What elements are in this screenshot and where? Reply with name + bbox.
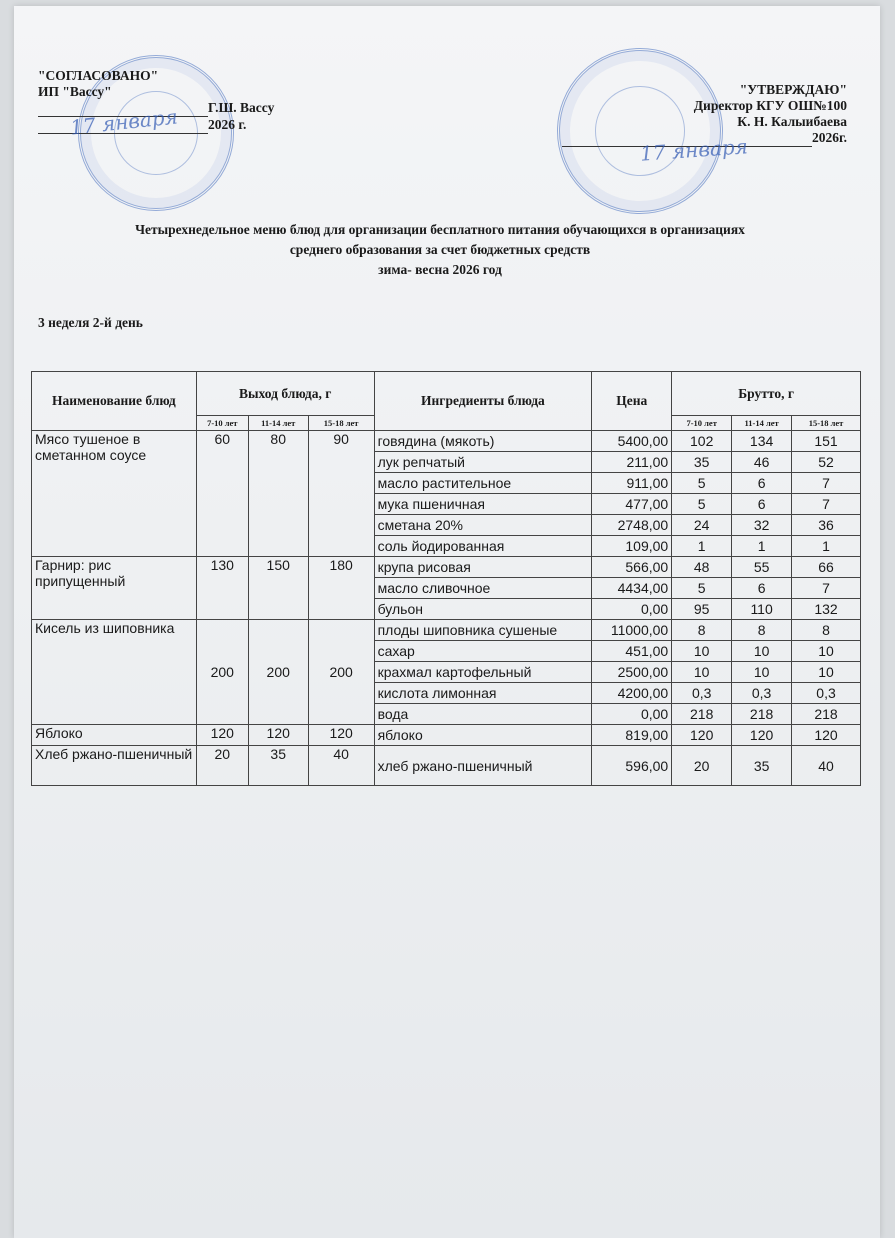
ingredient-price: 596,00 bbox=[592, 746, 672, 786]
ingredient-gross: 46 bbox=[732, 452, 792, 473]
table-row bbox=[32, 620, 861, 641]
dish-yield: 130 bbox=[196, 557, 248, 620]
ingredient-gross: 7 bbox=[792, 494, 861, 515]
ingredient-gross: 10 bbox=[672, 662, 732, 683]
approval-right-heading: "УТВЕРЖДАЮ" bbox=[739, 82, 847, 97]
ingredient-gross: 32 bbox=[732, 515, 792, 536]
dish-yield: 20 bbox=[196, 746, 248, 786]
ingredient-gross: 218 bbox=[732, 704, 792, 725]
table-row bbox=[32, 557, 861, 578]
header-price: Цена bbox=[592, 372, 672, 431]
ingredient-price: 0,00 bbox=[592, 704, 672, 725]
ingredient-name: масло сливочное bbox=[374, 578, 592, 599]
ingredient-gross: 1 bbox=[672, 536, 732, 557]
ingredient-gross: 132 bbox=[792, 599, 861, 620]
ingredient-name: яблоко bbox=[374, 725, 592, 746]
ingredient-price: 2500,00 bbox=[592, 662, 672, 683]
ingredient-gross: 5 bbox=[672, 473, 732, 494]
ingredient-name: бульон bbox=[374, 599, 592, 620]
menu-table-body bbox=[32, 431, 861, 786]
ingredient-name: крахмал картофельный bbox=[374, 662, 592, 683]
ingredient-gross: 7 bbox=[792, 578, 861, 599]
ingredient-gross: 0,3 bbox=[792, 683, 861, 704]
ingredient-gross: 6 bbox=[732, 578, 792, 599]
approval-right-position: Директор КГУ ОШ№100 bbox=[693, 98, 847, 113]
ingredient-gross: 120 bbox=[672, 725, 732, 746]
ingredient-price: 109,00 bbox=[592, 536, 672, 557]
ingredient-price: 11000,00 bbox=[592, 620, 672, 641]
ingredient-name: плоды шиповника сушеные bbox=[374, 620, 592, 641]
ingredient-price: 451,00 bbox=[592, 641, 672, 662]
header-dish: Наименование блюд bbox=[32, 372, 197, 431]
week-day-label: 3 неделя 2-й день bbox=[38, 315, 143, 330]
ingredient-gross: 1 bbox=[792, 536, 861, 557]
approval-left-heading: "СОГЛАСОВАНО" bbox=[38, 68, 159, 83]
ingredient-gross: 24 bbox=[672, 515, 732, 536]
dish-yield: 180 bbox=[308, 557, 374, 620]
dish-name: Хлеб ржано-пшеничный bbox=[32, 746, 197, 786]
table-row bbox=[32, 725, 861, 746]
signature-right: 17 января bbox=[639, 134, 749, 166]
dish-yield: 200 bbox=[196, 620, 248, 725]
ingredient-gross: 1 bbox=[732, 536, 792, 557]
ingredient-gross: 110 bbox=[732, 599, 792, 620]
approval-right-signer: К. Н. Калыибаева bbox=[737, 114, 847, 129]
dish-yield: 120 bbox=[196, 725, 248, 746]
ingredient-price: 911,00 bbox=[592, 473, 672, 494]
dish-yield: 40 bbox=[308, 746, 374, 786]
approval-right-date: 2026г. bbox=[562, 130, 847, 147]
ingredient-gross: 218 bbox=[672, 704, 732, 725]
ingredient-gross: 0,3 bbox=[672, 683, 732, 704]
header-yield-age: 15-18 лет bbox=[308, 416, 374, 431]
ingredient-gross: 6 bbox=[732, 473, 792, 494]
ingredient-name: мука пшеничная bbox=[374, 494, 592, 515]
ingredient-price: 477,00 bbox=[592, 494, 672, 515]
ingredient-gross: 10 bbox=[732, 641, 792, 662]
dish-name: Гарнир: рис припущенный bbox=[32, 557, 197, 620]
ingredient-gross: 40 bbox=[792, 746, 861, 786]
dish-yield: 35 bbox=[248, 746, 308, 786]
dish-name: Мясо тушеное в сметанном соусе bbox=[32, 431, 197, 557]
document-title bbox=[30, 220, 850, 280]
ingredient-gross: 102 bbox=[672, 431, 732, 452]
header-gross-age: 11-14 лет bbox=[732, 416, 792, 431]
ingredient-gross: 20 bbox=[672, 746, 732, 786]
title-line-1: Четырехнедельное меню блюд для организации бесплатного питания обучающихся в организациях bbox=[135, 222, 745, 237]
ingredient-name: сахар bbox=[374, 641, 592, 662]
ingredient-name: хлеб ржано-пшеничный bbox=[374, 746, 592, 786]
ingredient-gross: 120 bbox=[792, 725, 861, 746]
menu-table bbox=[31, 371, 861, 786]
dish-name: Кисель из шиповника bbox=[32, 620, 197, 725]
title-line-3: зима- весна 2026 год bbox=[378, 262, 502, 277]
ingredient-gross: 5 bbox=[672, 578, 732, 599]
ingredient-price: 5400,00 bbox=[592, 431, 672, 452]
signature-left: 17 января bbox=[69, 104, 179, 140]
ingredient-name: кислота лимонная bbox=[374, 683, 592, 704]
ingredient-gross: 10 bbox=[672, 641, 732, 662]
ingredient-gross: 10 bbox=[732, 662, 792, 683]
dish-yield: 80 bbox=[248, 431, 308, 557]
header-gross-age: 15-18 лет bbox=[792, 416, 861, 431]
ingredient-gross: 8 bbox=[792, 620, 861, 641]
header-gross: Брутто, г bbox=[672, 372, 861, 416]
header-ingredients: Ингредиенты блюда bbox=[374, 372, 592, 431]
ingredient-name: сметана 20% bbox=[374, 515, 592, 536]
ingredient-gross: 48 bbox=[672, 557, 732, 578]
ingredient-gross: 8 bbox=[672, 620, 732, 641]
dish-yield: 150 bbox=[248, 557, 308, 620]
approval-left-org: ИП "Вассу" bbox=[38, 84, 112, 99]
header-yield-age: 11-14 лет bbox=[248, 416, 308, 431]
ingredient-name: лук репчатый bbox=[374, 452, 592, 473]
ingredient-price: 211,00 bbox=[592, 452, 672, 473]
ingredient-name: вода bbox=[374, 704, 592, 725]
ingredient-price: 4434,00 bbox=[592, 578, 672, 599]
title-line-2: среднего образования за счет бюджетных средств bbox=[289, 242, 591, 257]
ingredient-gross: 10 bbox=[792, 662, 861, 683]
ingredient-gross: 7 bbox=[792, 473, 861, 494]
table-row bbox=[32, 746, 861, 786]
ingredient-gross: 5 bbox=[672, 494, 732, 515]
header-yield-age: 7-10 лет bbox=[196, 416, 248, 431]
ingredient-price: 566,00 bbox=[592, 557, 672, 578]
approval-left-signer: Г.Ш. Вассу bbox=[38, 100, 274, 117]
ingredient-name: говядина (мякоть) bbox=[374, 431, 592, 452]
dish-yield: 60 bbox=[196, 431, 248, 557]
ingredient-gross: 218 bbox=[792, 704, 861, 725]
ingredient-gross: 66 bbox=[792, 557, 861, 578]
ingredient-gross: 6 bbox=[732, 494, 792, 515]
ingredient-name: соль йодированная bbox=[374, 536, 592, 557]
dish-name: Яблоко bbox=[32, 725, 197, 746]
ingredient-price: 2748,00 bbox=[592, 515, 672, 536]
dish-yield: 90 bbox=[308, 431, 374, 557]
ingredient-gross: 134 bbox=[732, 431, 792, 452]
ingredient-gross: 52 bbox=[792, 452, 861, 473]
header-gross-age: 7-10 лет bbox=[672, 416, 732, 431]
dish-yield: 120 bbox=[308, 725, 374, 746]
ingredient-gross: 95 bbox=[672, 599, 732, 620]
ingredient-gross: 0,3 bbox=[732, 683, 792, 704]
dish-yield: 120 bbox=[248, 725, 308, 746]
ingredient-gross: 10 bbox=[792, 641, 861, 662]
ingredient-gross: 55 bbox=[732, 557, 792, 578]
ingredient-gross: 35 bbox=[672, 452, 732, 473]
ingredient-price: 0,00 bbox=[592, 599, 672, 620]
dish-yield: 200 bbox=[308, 620, 374, 725]
header-yield: Выход блюда, г bbox=[196, 372, 374, 416]
ingredient-name: масло растительное bbox=[374, 473, 592, 494]
table-row bbox=[32, 431, 861, 452]
dish-yield: 200 bbox=[248, 620, 308, 725]
ingredient-gross: 36 bbox=[792, 515, 861, 536]
ingredient-name: крупа рисовая bbox=[374, 557, 592, 578]
approval-left-date: 2026 г. bbox=[38, 117, 274, 134]
ingredient-gross: 35 bbox=[732, 746, 792, 786]
ingredient-price: 819,00 bbox=[592, 725, 672, 746]
ingredient-gross: 151 bbox=[792, 431, 861, 452]
ingredient-gross: 120 bbox=[732, 725, 792, 746]
ingredient-gross: 8 bbox=[732, 620, 792, 641]
ingredient-price: 4200,00 bbox=[592, 683, 672, 704]
